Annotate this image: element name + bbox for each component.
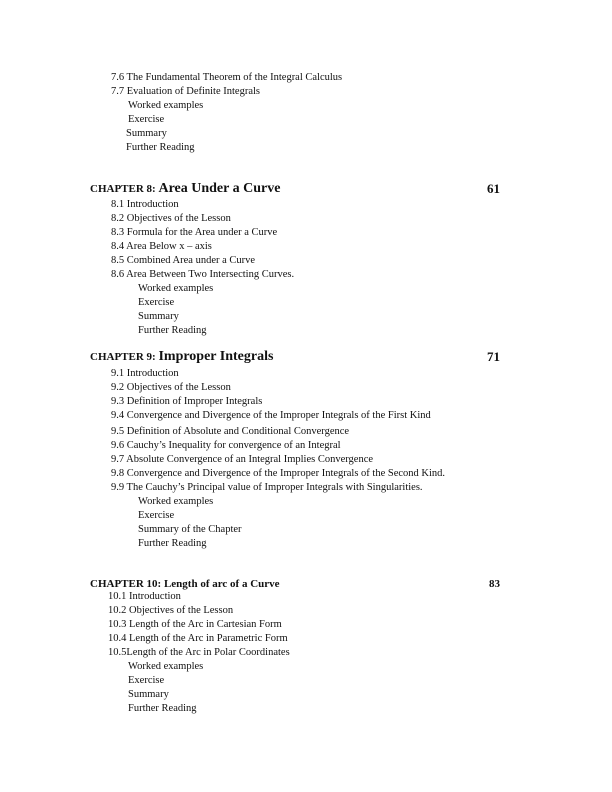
toc-entry-worked-examples: Worked examples [128,100,204,111]
toc-entry-10-4: 10.4 Length of the Arc in Parametric Form [108,633,288,644]
toc-entry-9-4: 9.4 Convergence and Divergence of the Improper Integrals of the First Kind [111,410,431,421]
chapter-title: Length of arc of a Curve [163,578,280,590]
toc-entry-summary: Summary [138,311,179,322]
toc-entry-8-5: 8.5 Combined Area under a Curve [111,255,256,266]
toc-entry-9-8: 9.8 Convergence and Divergence of the Improper Integrals of the Second Kind. [111,468,446,479]
toc-entry-further-reading: Further Reading [128,703,197,714]
toc-entry-8-1: 8.1 Introduction [111,199,179,210]
toc-entry-9-3: 9.3 Definition of Improper Integrals [111,396,263,407]
chapter-heading-label: CHAPTER 10: Length of arc of a Curve [90,578,280,590]
toc-entry-10-1: 10.1 Introduction [108,591,181,602]
toc-entry-9-1: 9.1 Introduction [111,368,179,379]
chapter-9-heading [90,350,500,366]
toc-entry-worked-examples: Worked examples [138,283,214,294]
chapter-title: Area Under a Curve [158,181,281,196]
chapter-heading-label: CHAPTER 8: Area Under a Curve [90,181,281,196]
toc-entry-further-reading: Further Reading [138,325,207,336]
toc-entry-further-reading: Further Reading [138,538,207,549]
toc-entry-8-6: 8.6 Area Between Two Intersecting Curves. [111,269,295,280]
toc-entry-8-4: 8.4 Area Below x – axis [111,241,212,252]
chapter-title: Improper Integrals [158,349,274,364]
chapter-heading-label: CHAPTER 9: Improper Integrals [90,349,274,364]
toc-entry-10-3: 10.3 Length of the Arc in Cartesian Form [108,619,282,630]
toc-entry-exercise: Exercise [138,297,175,308]
toc-entry-worked-examples: Worked examples [128,661,204,672]
toc-entry-7-7: 7.7 Evaluation of Definite Integrals [111,86,260,97]
toc-entry-summary: Summary [128,689,169,700]
toc-entry-exercise: Exercise [138,510,175,521]
toc-entry-exercise: Exercise [128,675,165,686]
toc-entry-9-7: 9.7 Absolute Convergence of an Integral Implies Convergence [111,454,374,465]
toc-entry-9-5: 9.5 Definition of Absolute and Conditional Convergence [111,426,350,437]
toc-entry-9-9: 9.9 The Cauchy’s Principal value of Improper Integrals with Singularities. [111,482,423,493]
toc-entry-10-5: 10.5Length of the Arc in Polar Coordinates [108,647,290,658]
toc-entry-8-3: 8.3 Formula for the Area under a Curve [111,227,278,238]
chapter-page-number: 71 [487,349,500,364]
toc-entry-summary: Summary [126,128,167,139]
toc-entry-exercise: Exercise [128,114,165,125]
toc-entry-worked-examples: Worked examples [138,496,214,507]
toc-entry-7-6: 7.6 The Fundamental Theorem of the Integral Calculus [111,72,343,83]
toc-entry-further-reading: Further Reading [126,142,195,153]
toc-entry-9-2: 9.2 Objectives of the Lesson [111,382,231,393]
chapter-10-heading [90,575,500,591]
chapter-page-number: 61 [487,181,500,196]
toc-entry-8-2: 8.2 Objectives of the Lesson [111,213,231,224]
chapter-page-number: 83 [489,578,500,590]
toc-entry-summary: Summary of the Chapter [138,524,242,535]
chapter-8-heading [90,182,500,198]
toc-entry-9-6: 9.6 Cauchy’s Inequality for convergence of an Integral [111,440,341,451]
toc-entry-10-2: 10.2 Objectives of the Lesson [108,605,234,616]
